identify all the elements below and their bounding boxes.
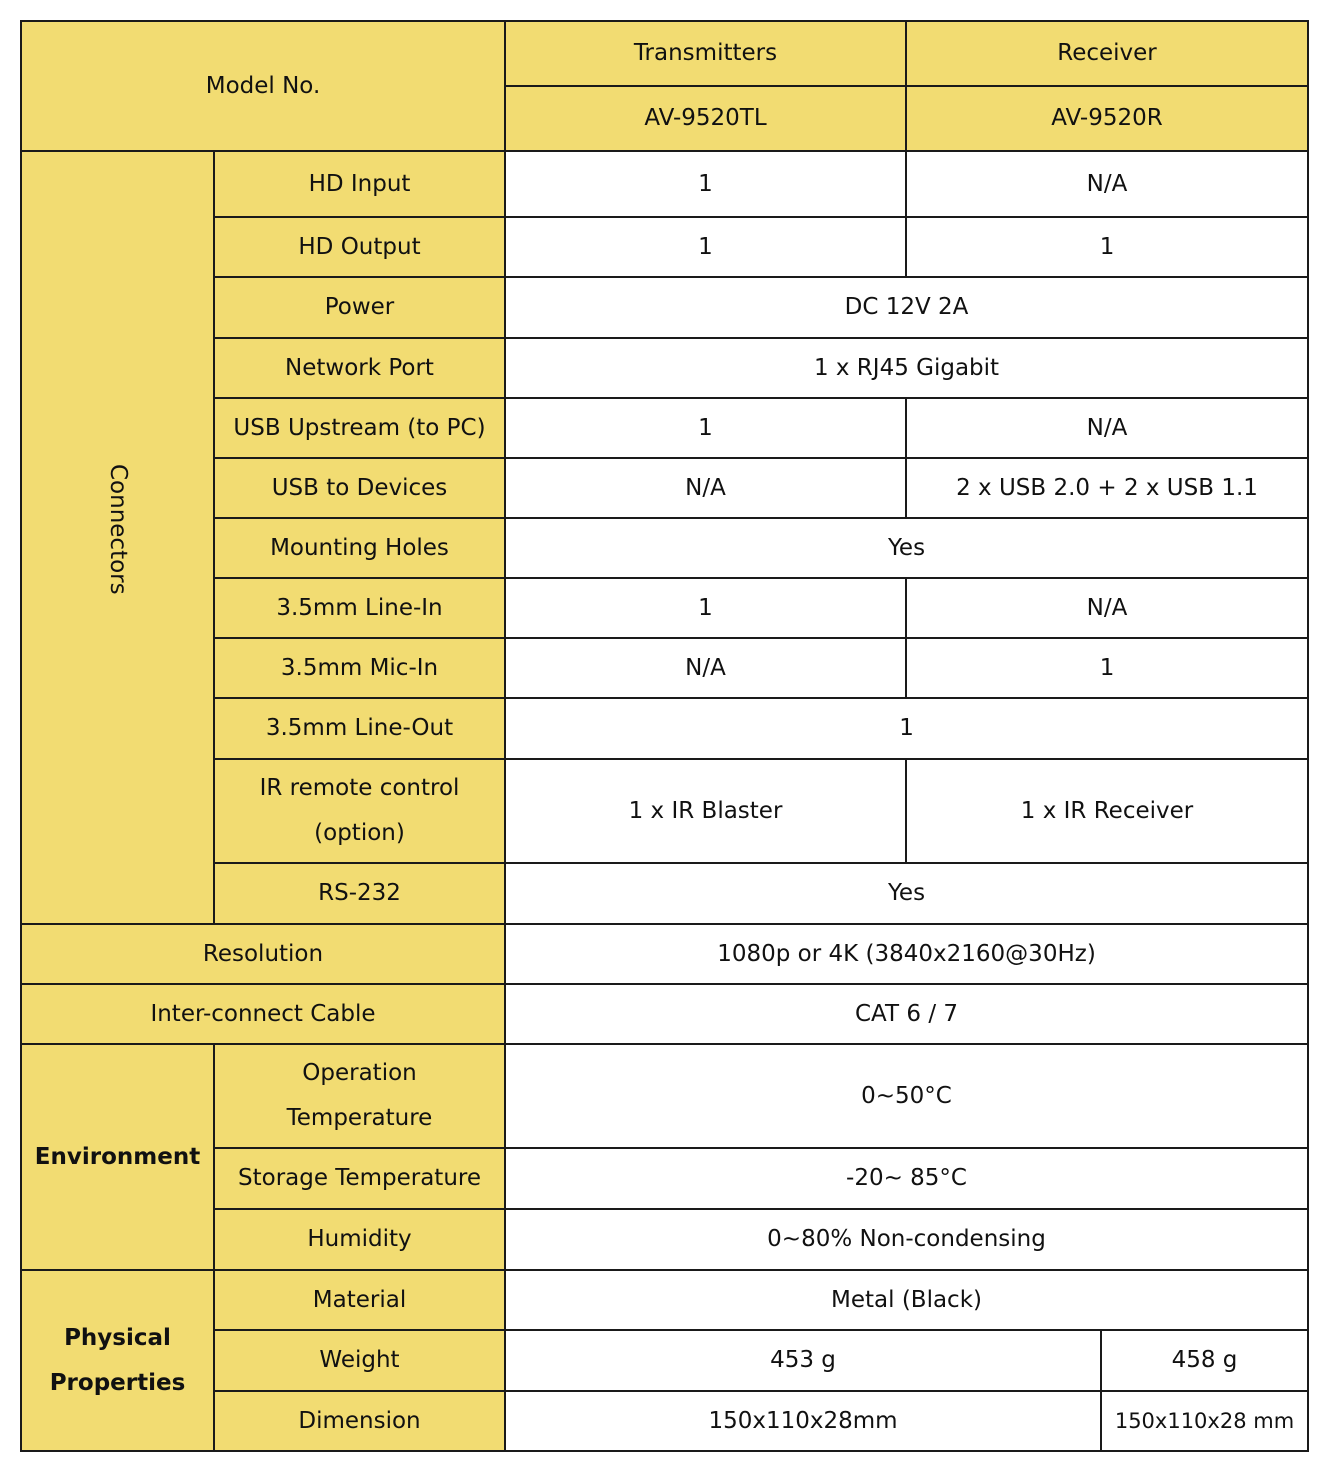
line-in-rx: N/A [906,578,1308,638]
ir-remote-tx: 1 x IR Blaster [505,759,906,863]
row-cable [21,984,1308,1044]
storage-temp-value: -20~ 85°C [505,1148,1308,1209]
row-weight [21,1330,1308,1391]
operation-temp-label-line2: Temperature [286,1105,433,1131]
ir-remote-label [214,759,505,863]
receiver-header: Receiver [906,21,1308,86]
environment-group: Environment [21,1044,214,1270]
operation-temp-label [214,1044,505,1148]
row-usb-devices [21,458,1308,518]
rs232-label: RS-232 [214,863,505,924]
row-material [21,1270,1308,1330]
spec-table [20,20,1309,1452]
row-hd-input [21,151,1308,217]
weight-tx: 453 g [505,1330,1101,1391]
row-operation-temp [21,1044,1308,1148]
usb-upstream-label: USB Upstream (to PC) [214,398,505,458]
transmitters-header: Transmitters [505,21,906,86]
hd-input-label: HD Input [214,151,505,217]
resolution-label: Resolution [21,924,505,984]
mic-in-label: 3.5mm Mic-In [214,638,505,698]
hd-input-tx: 1 [505,151,906,217]
power-label: Power [214,277,505,338]
row-network-port [21,338,1308,398]
line-in-label: 3.5mm Line-In [214,578,505,638]
material-label: Material [214,1270,505,1330]
rx-model: AV-9520R [906,86,1308,151]
physical-label-line1: Physical [64,1324,171,1351]
material-value: Metal (Black) [505,1270,1308,1330]
row-hd-output [21,217,1308,277]
row-humidity [21,1209,1308,1270]
row-dimension [21,1391,1308,1451]
header-row-1 [21,21,1308,86]
line-in-tx: 1 [505,578,906,638]
dimension-rx: 150x110x28 mm [1101,1391,1308,1451]
usb-upstream-rx: N/A [906,398,1308,458]
operation-temp-value: 0~50°C [505,1044,1308,1148]
network-port-label: Network Port [214,338,505,398]
connectors-label: Connectors [105,464,131,595]
row-resolution [21,924,1308,984]
row-mic-in [21,638,1308,698]
network-port-value: 1 x RJ45 Gigabit [505,338,1308,398]
cable-label: Inter-connect Cable [21,984,505,1044]
weight-label: Weight [214,1330,505,1391]
physical-group [21,1270,214,1451]
hd-output-label: HD Output [214,217,505,277]
physical-label-line2: Properties [49,1369,186,1396]
mounting-holes-label: Mounting Holes [214,518,505,578]
mic-in-rx: 1 [906,638,1308,698]
dimension-tx: 150x110x28mm [505,1391,1101,1451]
hd-input-rx: N/A [906,151,1308,217]
line-out-label: 3.5mm Line-Out [214,698,505,759]
operation-temp-label-line1: Operation [302,1060,417,1086]
model-no-header: Model No. [21,21,505,151]
storage-temp-label: Storage Temperature [214,1148,505,1209]
row-line-in [21,578,1308,638]
row-storage-temp [21,1148,1308,1209]
line-out-value: 1 [505,698,1308,759]
row-rs232 [21,863,1308,924]
dimension-label: Dimension [214,1391,505,1451]
weight-rx: 458 g [1101,1330,1308,1391]
resolution-value: 1080p or 4K (3840x2160@30Hz) [505,924,1308,984]
ir-remote-label-line1: IR remote control [259,775,460,801]
row-ir-remote [21,759,1308,863]
row-line-out [21,698,1308,759]
row-usb-upstream [21,398,1308,458]
usb-devices-label: USB to Devices [214,458,505,518]
mounting-holes-value: Yes [505,518,1308,578]
humidity-value: 0~80% Non-condensing [505,1209,1308,1270]
usb-devices-rx: 2 x USB 2.0 + 2 x USB 1.1 [906,458,1308,518]
power-value: DC 12V 2A [505,277,1308,338]
cable-value: CAT 6 / 7 [505,984,1308,1044]
humidity-label: Humidity [214,1209,505,1270]
ir-remote-label-line2: (option) [314,820,405,846]
hd-output-tx: 1 [505,217,906,277]
row-mounting-holes [21,518,1308,578]
rs232-value: Yes [505,863,1308,924]
mic-in-tx: N/A [505,638,906,698]
connectors-group [21,151,214,924]
hd-output-rx: 1 [906,217,1308,277]
tx-model: AV-9520TL [505,86,906,151]
usb-devices-tx: N/A [505,458,906,518]
usb-upstream-tx: 1 [505,398,906,458]
ir-remote-rx: 1 x IR Receiver [906,759,1308,863]
row-power [21,277,1308,338]
